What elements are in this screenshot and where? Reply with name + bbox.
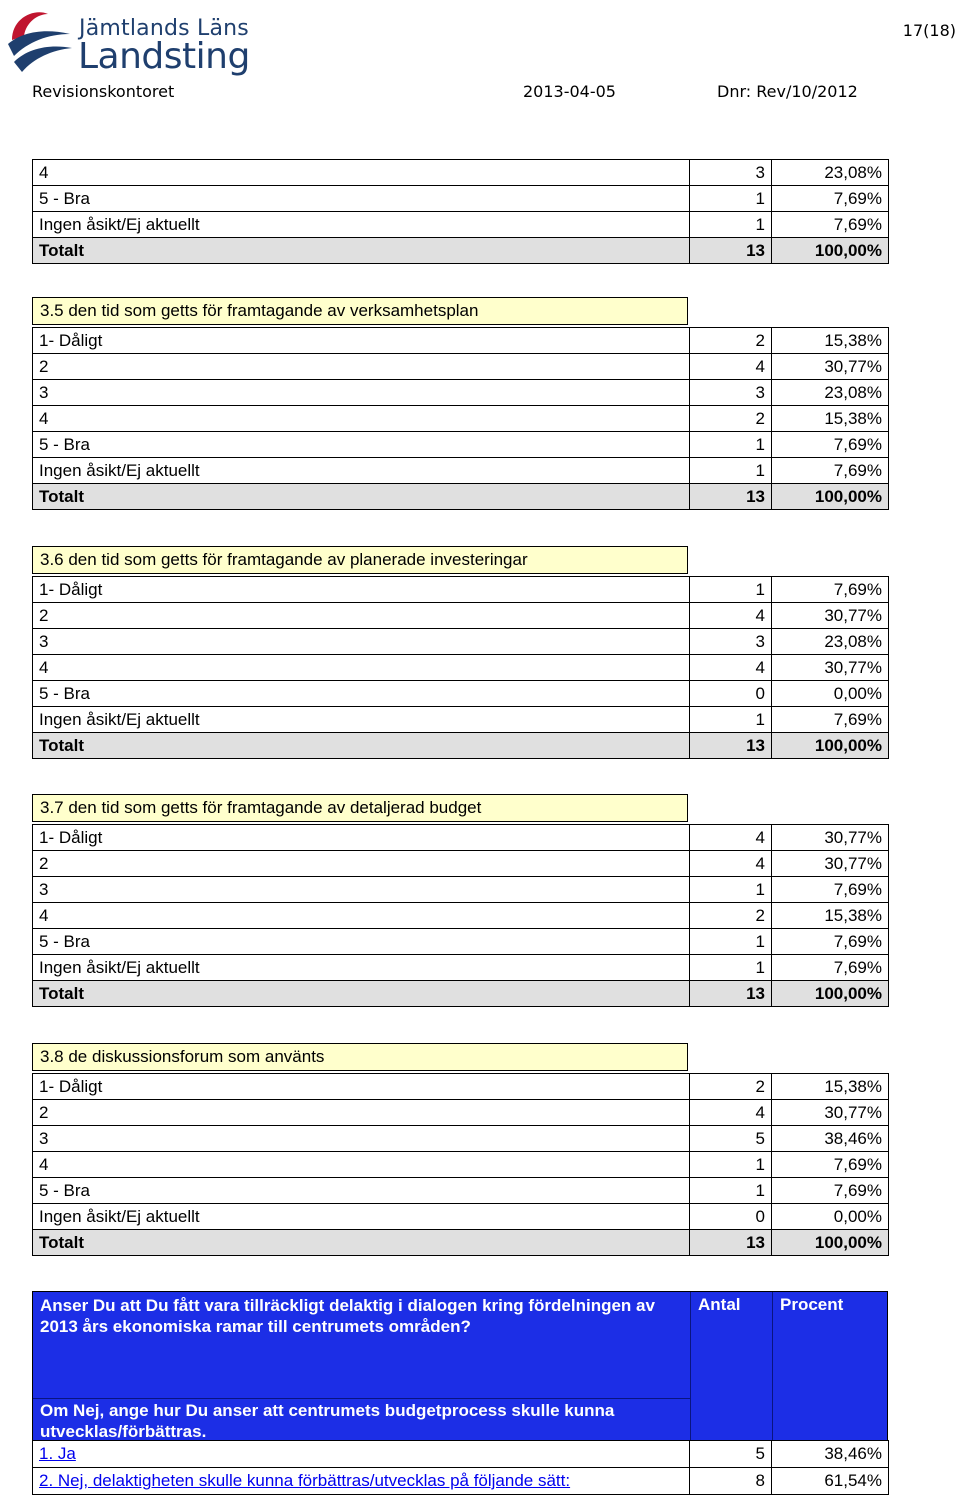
row-label: 2 [33, 1100, 690, 1126]
row-count: 4 [690, 354, 772, 380]
logo-text-line1: Jämtlands Läns [79, 16, 249, 41]
row-label: 3 [33, 629, 690, 655]
table-row [33, 432, 889, 458]
row-percent: 0,00% [772, 681, 889, 707]
row-percent: 7,69% [772, 577, 889, 603]
row-percent: 30,77% [772, 1100, 889, 1126]
percent-header: Procent [780, 1295, 844, 1314]
row-count: 1 [690, 1152, 772, 1178]
row-label: 4 [33, 1152, 690, 1178]
row-percent: 30,77% [772, 825, 889, 851]
count-header-cell [690, 1292, 773, 1440]
total-percent: 100,00% [772, 1230, 889, 1256]
total-count: 13 [690, 1230, 772, 1256]
result-table [32, 327, 889, 510]
row-label: Ingen åsikt/Ej aktuellt [33, 707, 690, 733]
row-percent: 38,46% [772, 1126, 889, 1152]
row-percent: 23,08% [772, 629, 889, 655]
percent-header-cell [772, 1292, 887, 1440]
table-row [33, 681, 889, 707]
row-count: 1 [690, 955, 772, 981]
result-table [32, 1073, 889, 1256]
table-row [33, 354, 889, 380]
table-row [33, 955, 889, 981]
document-reference: Dnr: Rev/10/2012 [717, 82, 858, 101]
result-table [32, 824, 889, 1007]
row-count: 1 [690, 458, 772, 484]
row-percent: 7,69% [772, 1178, 889, 1204]
row-percent: 7,69% [772, 186, 889, 212]
row-label: 4 [33, 160, 690, 186]
row-count: 2 [690, 406, 772, 432]
row-percent: 15,38% [772, 406, 889, 432]
row-label: 5 - Bra [33, 681, 690, 707]
row-label: 1- Dåligt [33, 1074, 690, 1100]
row-count: 3 [690, 160, 772, 186]
row-percent: 7,69% [772, 955, 889, 981]
table-row [33, 458, 889, 484]
table-row [33, 406, 889, 432]
row-percent: 30,77% [772, 851, 889, 877]
row-label: 4 [33, 903, 690, 929]
row-percent: 7,69% [772, 707, 889, 733]
row-count: 1 [690, 212, 772, 238]
row-label: 4 [33, 655, 690, 681]
row-count: 3 [690, 629, 772, 655]
table-row [33, 1100, 889, 1126]
table-row [33, 160, 889, 186]
department-name: Revisionskontoret [32, 82, 175, 101]
table-row [33, 629, 889, 655]
row-label: Ingen åsikt/Ej aktuellt [33, 1204, 690, 1230]
total-count: 13 [690, 981, 772, 1007]
row-label: 2 [33, 851, 690, 877]
row-count: 1 [690, 432, 772, 458]
row-count: 4 [690, 1100, 772, 1126]
row-percent: 23,08% [772, 380, 889, 406]
row-percent: 7,69% [772, 1152, 889, 1178]
row-count: 4 [690, 825, 772, 851]
row-count: 0 [690, 1204, 772, 1230]
total-row [33, 981, 889, 1007]
row-percent: 15,38% [772, 903, 889, 929]
section-title: 3.7 den tid som getts för framtagande av detaljerad budget [32, 794, 688, 822]
count-header: Antal [698, 1295, 741, 1314]
section-title: 3.5 den tid som getts för framtagande av verksamhetsplan [32, 297, 688, 325]
row-count: 5 [690, 1441, 772, 1468]
total-label: Totalt [33, 484, 690, 510]
table-row [33, 380, 889, 406]
row-percent: 7,69% [772, 458, 889, 484]
table-row [33, 328, 889, 354]
total-count: 13 [690, 484, 772, 510]
row-count: 0 [690, 681, 772, 707]
row-label: 5 - Bra [33, 432, 690, 458]
result-table [32, 159, 889, 264]
row-label: Ingen åsikt/Ej aktuellt [33, 458, 690, 484]
table-row [33, 577, 889, 603]
section-title: 3.6 den tid som getts för framtagande av planerade investeringar [32, 546, 688, 574]
total-percent: 100,00% [772, 238, 889, 264]
table-row [33, 1204, 889, 1230]
row-label: 2 [33, 354, 690, 380]
total-count: 13 [690, 733, 772, 759]
followup-text: Om Nej, ange hur Du anser att centrumets budgetprocess skulle kunna utvecklas/förbättras. [40, 1401, 615, 1441]
followup-cell [33, 1398, 691, 1441]
row-count: 1 [690, 707, 772, 733]
row-percent: 38,46% [772, 1441, 889, 1468]
row-label: 2 [33, 603, 690, 629]
total-percent: 100,00% [772, 484, 889, 510]
total-percent: 100,00% [772, 733, 889, 759]
row-label: 3 [33, 380, 690, 406]
total-row [33, 733, 889, 759]
table-row [33, 1468, 889, 1495]
row-percent: 15,38% [772, 328, 889, 354]
row-percent: 15,38% [772, 1074, 889, 1100]
section-title: 3.8 de diskussionsforum som använts [32, 1043, 688, 1071]
row-count: 1 [690, 186, 772, 212]
total-row [33, 1230, 889, 1256]
row-count: 1 [690, 877, 772, 903]
question-text: Anser Du att Du fått vara tillräckligt delaktig i dialogen kring fördelningen av 2013 års ekonomiska ramar till centrumets områden? [40, 1296, 655, 1336]
row-count: 4 [690, 851, 772, 877]
result-table [32, 576, 889, 759]
row-count: 5 [690, 1126, 772, 1152]
row-percent: 30,77% [772, 354, 889, 380]
row-count: 1 [690, 929, 772, 955]
row-label: 1- Dåligt [33, 328, 690, 354]
logo-text-line2: Landsting [78, 36, 250, 77]
row-percent: 7,69% [772, 877, 889, 903]
row-count: 2 [690, 1074, 772, 1100]
row-percent: 7,69% [772, 212, 889, 238]
row-count: 1 [690, 1178, 772, 1204]
row-percent: 30,77% [772, 655, 889, 681]
table-row [33, 1126, 889, 1152]
row-label: 1- Dåligt [33, 577, 690, 603]
row-percent: 30,77% [772, 603, 889, 629]
row-label: 5 - Bra [33, 1178, 690, 1204]
total-label: Totalt [33, 1230, 690, 1256]
row-label: 5 - Bra [33, 929, 690, 955]
row-count: 2 [690, 903, 772, 929]
table-row [33, 212, 889, 238]
row-count: 1 [690, 577, 772, 603]
table-row [33, 903, 889, 929]
row-label: 5 - Bra [33, 186, 690, 212]
table-row [33, 707, 889, 733]
row-count: 8 [690, 1468, 772, 1495]
table-row [33, 603, 889, 629]
total-count: 13 [690, 238, 772, 264]
row-percent: 23,08% [772, 160, 889, 186]
page-header [0, 0, 960, 110]
row-count: 4 [690, 603, 772, 629]
question-block [32, 1291, 888, 1441]
page-number: 17(18) [902, 21, 956, 40]
row-label: 3 [33, 877, 690, 903]
answer-link[interactable]: 2. Nej, delaktigheten skulle kunna förbättras/utvecklas på följande sätt: [33, 1468, 690, 1495]
total-label: Totalt [33, 981, 690, 1007]
table-row [33, 929, 889, 955]
row-count: 4 [690, 655, 772, 681]
table-row [33, 1178, 889, 1204]
table-row [33, 825, 889, 851]
total-row [33, 238, 889, 264]
total-row [33, 484, 889, 510]
row-percent: 61,54% [772, 1468, 889, 1495]
table-row [33, 851, 889, 877]
table-row [33, 1152, 889, 1178]
document-date: 2013-04-05 [523, 82, 616, 101]
row-percent: 7,69% [772, 929, 889, 955]
table-row [33, 877, 889, 903]
table-row [33, 186, 889, 212]
total-percent: 100,00% [772, 981, 889, 1007]
answer-link[interactable]: 1. Ja [33, 1441, 690, 1468]
row-label: Ingen åsikt/Ej aktuellt [33, 955, 690, 981]
row-label: 3 [33, 1126, 690, 1152]
row-label: 4 [33, 406, 690, 432]
question-cell [33, 1292, 691, 1398]
answer-table [32, 1440, 889, 1495]
row-percent: 0,00% [772, 1204, 889, 1230]
row-count: 2 [690, 328, 772, 354]
row-percent: 7,69% [772, 432, 889, 458]
row-label: Ingen åsikt/Ej aktuellt [33, 212, 690, 238]
total-label: Totalt [33, 238, 690, 264]
total-label: Totalt [33, 733, 690, 759]
table-row [33, 655, 889, 681]
row-label: 1- Dåligt [33, 825, 690, 851]
table-row [33, 1074, 889, 1100]
table-row [33, 1441, 889, 1468]
landsting-logo-icon [4, 4, 74, 76]
row-count: 3 [690, 380, 772, 406]
